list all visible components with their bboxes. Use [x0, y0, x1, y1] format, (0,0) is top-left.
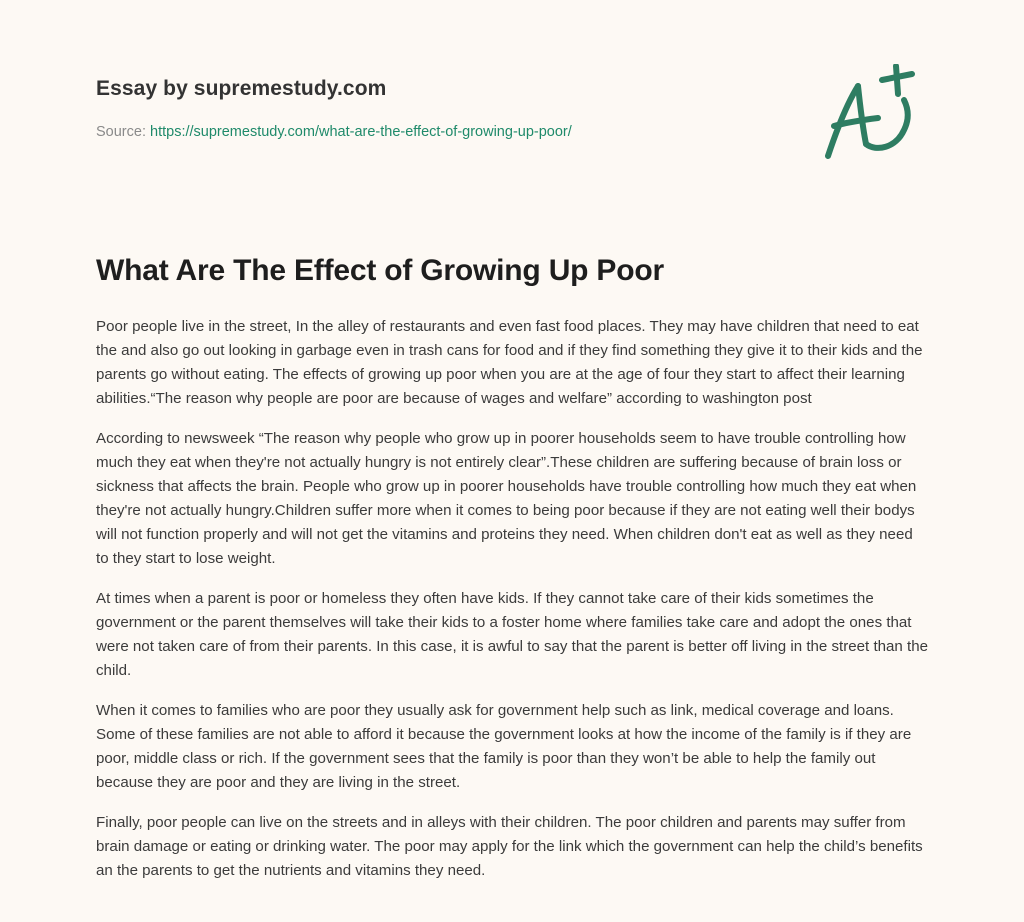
paragraph: Poor people live in the street, In the alley of restaurants and even fast food places. They may have children that need to eat the and also go out looking in garbage even in trash cans for food and if they find something they give it to their kids and the parents go without eating. The effects of growing up poor when you are at the age of four they start to affect their learning abilities.“The reason why people are poor are because of wages and welfare” according to washington post: [96, 318, 923, 407]
paragraph: Finally, poor people can live on the streets and in alleys with their children. The poor children and parents may suffer from brain damage or eating or drinking water. The poor may apply for the link which the government can help the child’s benefits an the parents to get the nutrients and vitamins they need.: [96, 814, 923, 879]
source-line: [96, 124, 572, 140]
page-header: [96, 0, 928, 200]
brand-title: Essay by supremestudy.com: [96, 77, 387, 100]
paragraph: According to newsweek “The reason why people who grow up in poorer households seem to have trouble controlling how much they eat when they're not actually hungry is not entirely clear”.These children are suffering because of brain loss or sickness that affects the brain. People who grow up in poorer households have trouble controlling how much they eat when they're not actually hungry.Children suffer more when it comes to being poor because if they are not eating well their bodys will not function properly and will not get the vitamins and proteins they need. When children don't eat as well as they need to they start to lose weight.: [96, 430, 917, 567]
source-link[interactable]: https://supremestudy.com/what-are-the-effect-of-growing-up-poor/: [150, 124, 572, 140]
essay-body: [96, 315, 928, 899]
source-label: Source:: [96, 124, 146, 140]
page-title: What Are The Effect of Growing Up Poor: [96, 254, 664, 287]
a-plus-grade-icon: [820, 64, 930, 168]
paragraph: When it comes to families who are poor they usually ask for government help such as link, medical coverage and loans. Some of these families are not able to afford it because the government looks at how the income of the family is if they are poor, middle class or rich. If the government sees that the family is poor than they won’t be able to help the family out because they are poor and they are living in the street.: [96, 702, 912, 791]
paragraph: At times when a parent is poor or homeless they often have kids. If they cannot take care of their kids sometimes the government or the parent themselves will take their kids to a foster home where families take care and adopt the ones that were not taken care of from their parents. In this case, it is awful to say that the parent is better off living in the street than the child.: [96, 590, 928, 679]
essay-page: [96, 0, 928, 879]
